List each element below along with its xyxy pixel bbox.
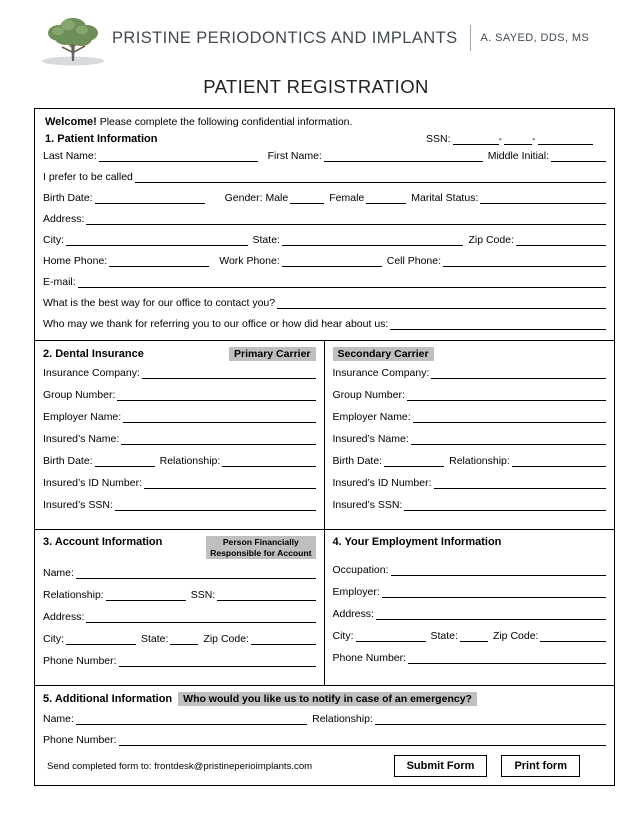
primary-insured-id-input[interactable]	[144, 477, 315, 489]
primary-insured-name-row	[43, 433, 316, 445]
account-name-input[interactable]	[76, 567, 316, 579]
birth-date-label: Birth Date:	[43, 192, 93, 204]
gender-female-label: Female	[329, 192, 365, 204]
financial-responsible-chip-line2: Responsible for Account	[210, 547, 312, 558]
account-address-input[interactable]	[86, 611, 315, 623]
preferred-name-row	[43, 171, 606, 183]
primary-insurance-company-row	[43, 367, 316, 379]
primary-insured-ssn-input[interactable]	[115, 499, 316, 511]
employment-zip-label: Zip Code:	[492, 630, 539, 642]
employment-information-column	[325, 530, 615, 685]
secondary-insured-name-label: Insured’s Name:	[332, 433, 409, 445]
account-city-input[interactable]	[66, 633, 136, 645]
cell-phone-input[interactable]	[443, 255, 606, 267]
section2-title: 2. Dental Insurance	[43, 348, 144, 360]
secondary-employer-name-input[interactable]	[413, 411, 606, 423]
account-ssn-input[interactable]	[217, 589, 315, 601]
account-zip-label: Zip Code:	[203, 633, 249, 646]
secondary-group-number-input[interactable]	[407, 389, 606, 401]
primary-carrier-chip: Primary Carrier	[229, 347, 315, 361]
account-name-label: Name:	[43, 567, 74, 580]
account-relationship-input[interactable]	[106, 589, 186, 601]
primary-employer-name-label: Employer Name:	[43, 411, 122, 423]
secondary-relationship-input[interactable]	[512, 455, 606, 467]
secondary-carrier-chip: Secondary Carrier	[333, 347, 434, 361]
section3-header	[43, 536, 316, 559]
account-state-input[interactable]	[170, 633, 198, 645]
account-zip-input[interactable]	[251, 633, 316, 645]
preferred-name-label: I prefer to be called	[43, 171, 133, 183]
section1-title: 1. Patient Information	[45, 133, 158, 145]
send-to-text: Send completed form to: frontdesk@pristineperioimplants.com	[47, 760, 313, 772]
primary-employer-name-row	[43, 411, 316, 423]
section5-title: 5. Additional Information	[43, 693, 173, 706]
secondary-group-number-row	[333, 389, 607, 401]
tree-logo-icon	[34, 9, 112, 67]
account-phone-row	[43, 655, 316, 667]
preferred-name-input[interactable]	[135, 171, 606, 183]
employment-phone-label: Phone Number:	[332, 652, 407, 664]
financial-responsible-chip-line1: Person Financially	[222, 537, 299, 547]
employment-city-label: City:	[332, 630, 354, 642]
section5-header	[43, 692, 606, 706]
secondary-insured-ssn-input[interactable]	[404, 499, 606, 511]
primary-insured-id-row	[43, 477, 316, 489]
account-address-label: Address:	[43, 611, 85, 624]
secondary-insured-id-row	[333, 477, 607, 489]
section-account-employment	[35, 530, 614, 686]
page-header	[0, 0, 632, 62]
marital-status-label: Marital Status:	[411, 192, 479, 204]
occupation-row	[333, 564, 607, 576]
occupation-input[interactable]	[391, 564, 606, 576]
employment-fields	[333, 564, 607, 664]
employment-state-input[interactable]	[460, 630, 488, 642]
employment-address-row	[333, 608, 607, 620]
gender-female-checkbox[interactable]	[366, 192, 406, 204]
zip-input[interactable]	[516, 234, 606, 246]
work-phone-label: Work Phone:	[219, 255, 280, 267]
primary-insured-name-label: Insured’s Name:	[43, 433, 120, 445]
emergency-name-row	[43, 713, 606, 725]
emergency-phone-row	[43, 734, 606, 746]
account-city-label: City:	[43, 633, 64, 646]
emergency-phone-input[interactable]	[119, 734, 606, 746]
secondary-birth-relationship-row	[333, 455, 607, 467]
primary-relationship-label: Relationship:	[159, 455, 221, 467]
birth-date-input[interactable]	[95, 192, 205, 204]
address-label: Address:	[43, 213, 85, 225]
account-information-column	[35, 530, 325, 685]
welcome-rest: Please complete the following confidential information.	[99, 116, 353, 128]
primary-group-number-input[interactable]	[117, 389, 315, 401]
employment-address-label: Address:	[332, 608, 374, 620]
primary-insurance-company-label: Insurance Company:	[43, 367, 140, 379]
address-input[interactable]	[86, 213, 606, 225]
section1-title-row	[43, 132, 606, 150]
secondary-employer-name-row	[333, 411, 607, 423]
employment-city-state-zip-row	[333, 630, 607, 642]
last-name-label: Last Name:	[43, 150, 97, 162]
account-phone-label: Phone Number:	[43, 655, 117, 668]
secondary-insurance-company-row	[333, 367, 607, 379]
employment-address-input[interactable]	[376, 608, 606, 620]
primary-insured-name-input[interactable]	[121, 433, 315, 445]
secondary-group-number-label: Group Number:	[332, 389, 405, 401]
secondary-insured-id-label: Insured’s ID Number:	[332, 477, 432, 489]
ssn-part2-input[interactable]	[504, 133, 532, 145]
city-state-zip-row	[43, 234, 606, 246]
city-input[interactable]	[66, 234, 248, 246]
print-form-button[interactable]: Print form	[501, 755, 580, 777]
account-state-label: State:	[141, 633, 169, 646]
account-ssn-label: SSN:	[190, 589, 216, 602]
ssn-dash-2: -	[532, 133, 536, 145]
email-row	[43, 276, 606, 288]
employment-zip-input[interactable]	[540, 630, 606, 642]
practice-name: PRISTINE PERIODONTICS AND IMPLANTS	[112, 28, 458, 47]
referral-row	[43, 318, 606, 330]
doctor-name: A. SAYED, DDS, MS	[480, 32, 590, 44]
submit-form-button[interactable]: Submit Form	[394, 755, 488, 777]
secondary-insured-ssn-row	[333, 499, 607, 511]
ssn-row	[426, 133, 606, 145]
primary-birth-relationship-row	[43, 455, 316, 467]
secondary-insured-name-row	[333, 433, 607, 445]
zip-label: Zip Code:	[468, 234, 514, 246]
account-phone-input[interactable]	[119, 655, 316, 667]
secondary-insurance-company-input[interactable]	[431, 367, 606, 379]
secondary-insurance-company-label: Insurance Company:	[332, 367, 430, 379]
contact-preference-input[interactable]	[277, 297, 606, 309]
section3-title: 3. Account Information	[43, 536, 163, 548]
primary-insurance-company-input[interactable]	[142, 367, 316, 379]
section2-header	[43, 347, 316, 361]
birth-gender-row	[43, 192, 606, 204]
ssn-label: SSN:	[426, 133, 451, 145]
secondary-insured-ssn-label: Insured’s SSN:	[332, 499, 403, 511]
account-fields	[43, 567, 316, 667]
phones-row	[43, 255, 606, 267]
section-patient-information	[35, 109, 614, 341]
employment-state-label: State:	[430, 630, 458, 642]
referral-label: Who may we thank for referring you to our office or how did hear about us:	[43, 318, 389, 330]
page-title: PATIENT REGISTRATION	[203, 76, 429, 97]
secondary-employer-name-label: Employer Name:	[332, 411, 411, 423]
emergency-contact-chip: Who would you like us to notify in case of an emergency?	[178, 692, 477, 706]
secondary-relationship-label: Relationship:	[449, 455, 510, 467]
referral-input[interactable]	[390, 318, 606, 330]
city-label: City:	[43, 234, 64, 246]
marital-status-input[interactable]	[480, 192, 606, 204]
primary-birth-date-input[interactable]	[95, 455, 155, 467]
emergency-relationship-input[interactable]	[375, 713, 606, 725]
contact-preference-row	[43, 297, 606, 309]
welcome-text	[45, 116, 606, 128]
cell-phone-label: Cell Phone:	[386, 255, 442, 267]
secondary-birth-date-label: Birth Date:	[332, 455, 383, 467]
employer-label: Employer:	[332, 586, 380, 598]
email-label: E-mail:	[43, 276, 76, 288]
employment-city-input[interactable]	[356, 630, 426, 642]
home-phone-input[interactable]	[109, 255, 209, 267]
emergency-phone-label: Phone Number:	[43, 734, 117, 747]
section4-title: 4. Your Employment Information	[332, 536, 502, 548]
header-divider	[470, 25, 471, 51]
account-city-state-zip-row	[43, 633, 316, 645]
emergency-relationship-label: Relationship:	[312, 713, 373, 726]
employer-row	[333, 586, 607, 598]
primary-carrier-column	[35, 341, 325, 529]
employer-input[interactable]	[382, 586, 606, 598]
form-body	[34, 108, 615, 786]
secondary-insured-name-input[interactable]	[411, 433, 606, 445]
middle-initial-label: Middle Initial:	[487, 150, 549, 162]
primary-employer-name-input[interactable]	[123, 411, 315, 423]
financial-responsible-chip	[206, 536, 315, 559]
primary-birth-date-label: Birth Date:	[43, 455, 93, 467]
state-input[interactable]	[282, 234, 464, 246]
occupation-label: Occupation:	[332, 564, 389, 576]
primary-insured-ssn-row	[43, 499, 316, 511]
emergency-name-label: Name:	[43, 713, 74, 726]
primary-insured-id-label: Insured’s ID Number:	[43, 477, 143, 489]
home-phone-label: Home Phone:	[43, 255, 108, 267]
employment-phone-row	[333, 652, 607, 664]
form-footer	[43, 755, 606, 777]
contact-preference-label: What is the best way for our office to contact you?	[43, 297, 276, 309]
last-name-input[interactable]	[99, 150, 258, 162]
account-relationship-label: Relationship:	[43, 589, 104, 602]
account-name-row	[43, 567, 316, 579]
ssn-part3-input[interactable]	[538, 133, 593, 145]
secondary-carrier-fields	[333, 367, 607, 511]
address-row	[43, 213, 606, 225]
account-relationship-ssn-row	[43, 589, 316, 601]
primary-group-number-label: Group Number:	[43, 389, 116, 401]
primary-relationship-input[interactable]	[222, 455, 315, 467]
secondary-birth-date-input[interactable]	[384, 455, 444, 467]
first-name-label: First Name:	[267, 150, 322, 162]
middle-initial-input[interactable]	[551, 150, 606, 162]
ssn-part1-input[interactable]	[453, 133, 499, 145]
name-row	[43, 150, 606, 162]
primary-carrier-fields	[43, 367, 316, 511]
primary-group-number-row	[43, 389, 316, 401]
email-input[interactable]	[78, 276, 606, 288]
account-address-row	[43, 611, 316, 623]
employment-phone-input[interactable]	[408, 652, 606, 664]
emergency-name-input[interactable]	[76, 713, 307, 725]
primary-insured-ssn-label: Insured’s SSN:	[43, 499, 113, 511]
secondary-carrier-header	[333, 347, 607, 361]
secondary-insured-id-input[interactable]	[434, 477, 606, 489]
ssn-dash-1: -	[498, 133, 503, 145]
work-phone-input[interactable]	[282, 255, 382, 267]
welcome-bold: Welcome!	[45, 116, 97, 128]
section-dental-insurance	[35, 341, 614, 530]
first-name-input[interactable]	[324, 150, 483, 162]
secondary-carrier-column	[325, 341, 615, 529]
state-label: State:	[252, 234, 280, 246]
section-additional-information	[35, 686, 614, 785]
form-action-buttons	[394, 755, 606, 777]
gender-male-checkbox[interactable]	[290, 192, 324, 204]
gender-male-label: Gender: Male	[224, 192, 289, 204]
